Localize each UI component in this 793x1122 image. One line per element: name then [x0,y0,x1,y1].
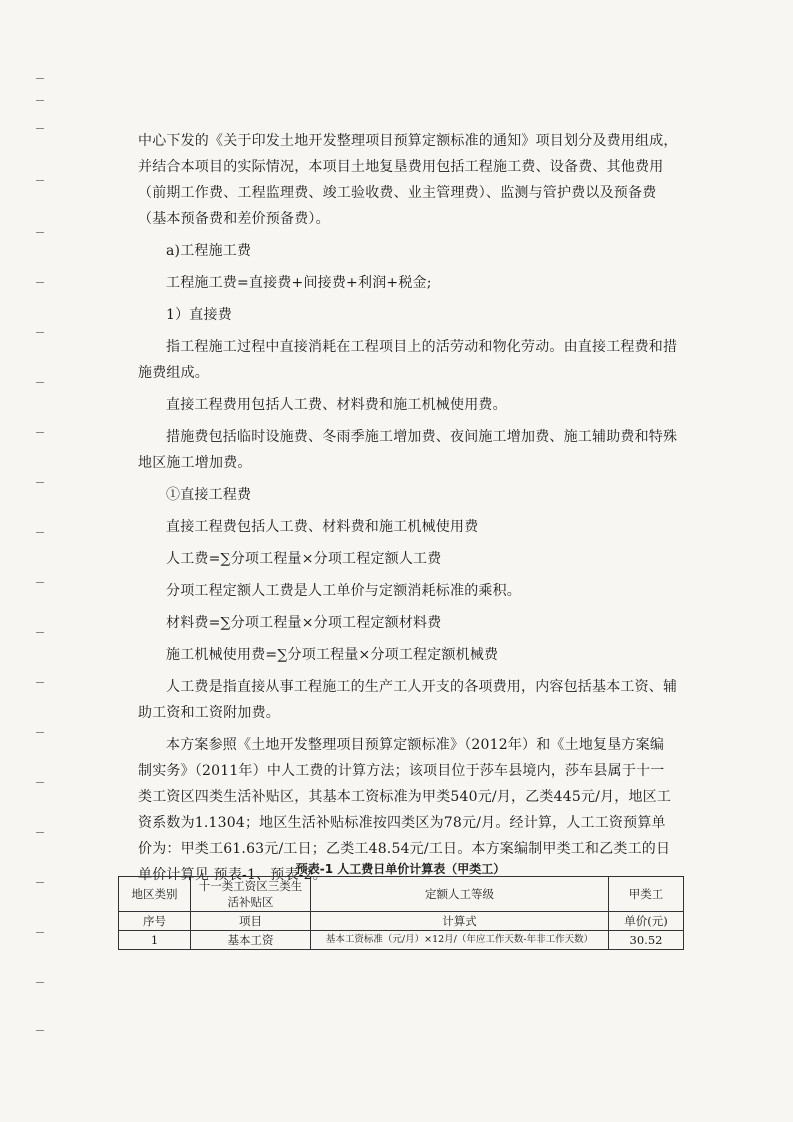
table-cell: 甲类工 [609,877,684,912]
table-cell: 地区类别 [119,877,191,912]
table-caption: 预表-1 人工费日单价计算表（甲类工） [295,862,506,876]
table-row [119,912,684,931]
document-body [138,128,678,888]
paragraph: 材料费=∑分项工程量×分项工程定额材料费 [166,615,442,631]
paragraph: 直接工程费用包括人工费、材料费和施工机械使用费。 [166,397,507,413]
labor-cost-table [118,876,684,950]
table-cell: 序号 [119,912,191,931]
paragraph: 指工程施工过程中直接消耗在工程项目上的活劳动和物化劳动。由直接工程费和措施费组成。 [138,339,678,381]
paragraph: 中心下发的《关于印发土地开发整理项目预算定额标准的通知》项目划分及费用组成，并结合本项目的实际情况，本项目土地复垦费用包括工程施工费、设备费、其他费用（前期工作费、工程监理费、竣工验收费、业主管理费）、监测与管护费以及预备费（基本预备费和差价预备费）。 [138,133,678,227]
paragraph: a)工程施工费 [166,243,252,259]
table-cell: 基本工资 [191,931,311,950]
paragraph: 直接工程费包括人工费、材料费和施工机械使用费 [166,519,479,535]
paragraph: ①直接工程费 [166,487,252,503]
binding-margin-marks [0,0,60,1122]
paragraph: 人工费=∑分项工程量×分项工程定额人工费 [166,551,442,567]
table-cell: 1 [119,931,191,950]
paragraph: 1）直接费 [166,307,232,323]
table-cell: 30.52 [609,931,684,950]
table-cell: 计算式 [311,912,609,931]
paragraph: 工程施工费=直接费+间接费+利润+税金; [166,275,432,291]
paragraph: 施工机械使用费=∑分项工程量×分项工程定额机械费 [166,647,499,663]
paragraph: 措施费包括临时设施费、冬雨季施工增加费、夜间施工增加费、施工辅助费和特殊地区施工增加费。 [138,429,678,471]
table-row [119,931,684,950]
paragraph: 分项工程定额人工费是人工单价与定额消耗标准的乘积。 [166,583,521,599]
paragraph: 人工费是指直接从事工程施工的生产工人开支的各项费用，内容包括基本工资、辅助工资和工资附加费。 [138,679,678,721]
table-cell: 项目 [191,912,311,931]
table-cell: 十一类工资区三类生活补贴区 [191,877,311,912]
paragraph: 本方案参照《土地开发整理项目预算定额标准》（2012年）和《土地复垦方案编制实务》（2011年）中人工费的计算方法；该项目位于莎车县境内，莎车县属于十一类工资区四类生活补贴区，其基本工资标准为甲类540元/月，乙类445元/月，地区工资系数为1.1304；地区生活补贴标准按四类区为78元/月。经计算，人工工资预算单价为：甲类工61.63元/工日；乙类工48.54元/工日。本方案编制甲类工和乙类工的日单价计算见 预表-1、预表-2。 [138,737,672,883]
table-cell: 单价(元) [609,912,684,931]
table-row [119,877,684,912]
table-cell: 定额人工等级 [311,877,609,912]
table-cell: 基本工资标准（元/月）×12月/（年应工作天数-年非工作天数） [311,931,609,950]
